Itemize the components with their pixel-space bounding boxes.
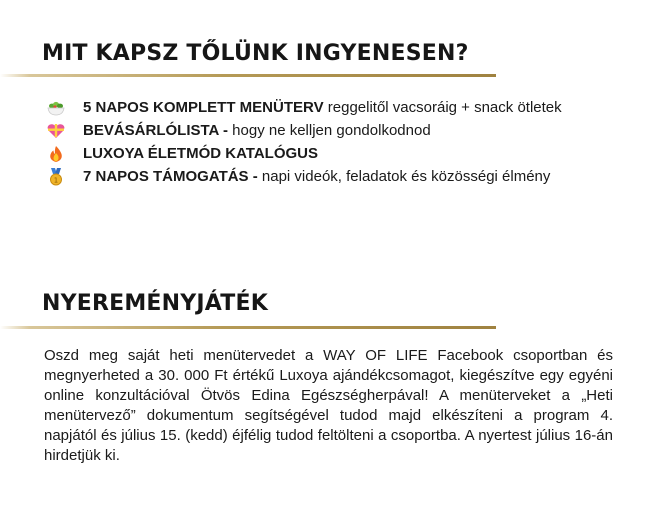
- fire-icon: [46, 145, 66, 163]
- salad-bowl-icon: [46, 99, 66, 117]
- list-item: [46, 99, 606, 117]
- section-title-giveaway: NYEREMÉNYJÁTÉK: [42, 291, 268, 316]
- list-item: [46, 122, 606, 140]
- giveaway-description: Oszd meg saját heti menütervedet a WAY OF LIFE Facebook csoportban és megnyerheted a 30. 000 Ft értékű Luxoya ajándékcsomagot, kiegészítve egy egyéni online konzultációval Ötvös Edina Egészségherpával! A menüterveket a „Heti menütervező” dokumentum segítségével tudod majd elkészíteni a program 4. napjától és július 15. (kedd) éjfélig tudod feltölteni a csoportba. A nyertest július 16-án hirdetjük ki.: [44, 347, 613, 464]
- svg-text:1: 1: [53, 176, 59, 185]
- list-item: [46, 145, 606, 163]
- medal-icon: [46, 168, 66, 186]
- benefit-title: 5 NAPOS KOMPLETT MENÜTERV: [83, 99, 324, 116]
- benefit-title: LUXOYA ÉLETMÓD KATALÓGUS: [83, 145, 319, 162]
- heart-ribbon-icon: [46, 122, 66, 140]
- benefit-title: 7 NAPOS TÁMOGATÁS -: [83, 168, 258, 185]
- benefits-list: [46, 99, 606, 191]
- benefit-description: hogy ne kelljen gondolkodnod: [228, 122, 431, 139]
- gold-divider: [0, 326, 496, 329]
- list-item: [46, 168, 606, 186]
- section-title-free-offer: MIT KAPSZ TŐLÜNK INGYENESEN?: [42, 41, 469, 66]
- gold-divider: [0, 74, 496, 77]
- benefit-description: napi videók, feladatok és közösségi élmény: [257, 168, 551, 185]
- benefit-title: BEVÁSÁRLÓLISTA -: [83, 122, 228, 139]
- benefit-description: reggelitől vacsoráig + snack ötletek: [323, 99, 562, 116]
